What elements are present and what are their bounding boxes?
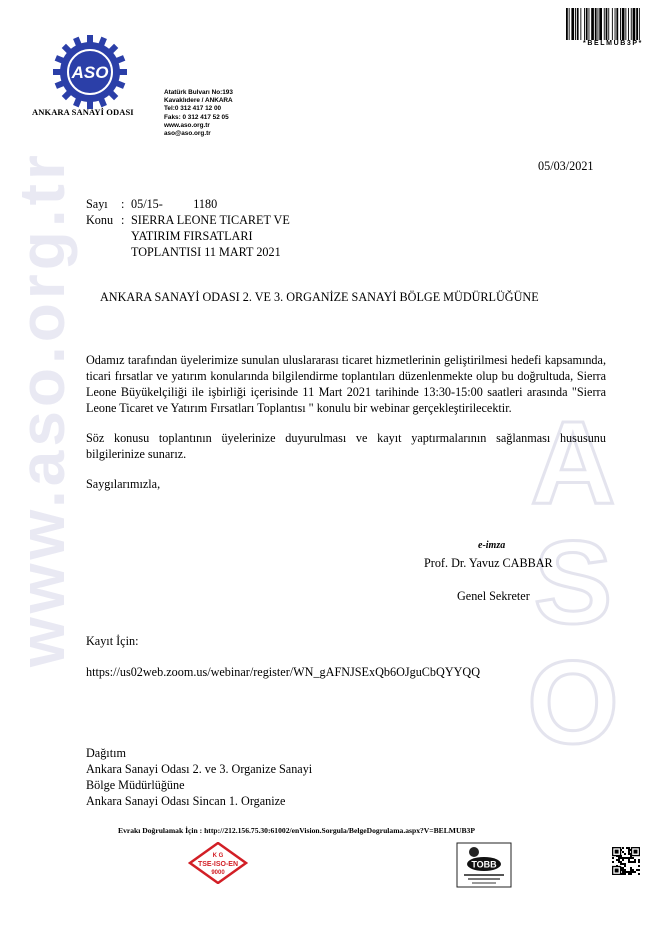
qr-cell (622, 867, 624, 869)
barcode-bar (599, 8, 602, 40)
phone-line: Tel:0 312 417 12 00 (164, 105, 222, 113)
barcode-bar (606, 8, 608, 40)
qr-cell (624, 853, 626, 855)
barcode-icon (566, 8, 660, 40)
qr-cell (630, 867, 632, 869)
tse-mid-text: TSE-ISO-EN (197, 861, 239, 868)
registration-label: Kayıt İçin: (86, 634, 139, 648)
verification-text: Evrakı Doğrulamak İçin : http://212.156.75.30:61002/enVision.Sorgula/BelgeDogrulama.aspx?V=BELMUB3P (118, 826, 475, 835)
qr-cell (630, 871, 632, 873)
watermark-letter-a: A (530, 408, 616, 529)
closing: Saygılarımızla, (86, 477, 161, 491)
tse-certification-logo (188, 842, 248, 884)
qr-cell (634, 861, 636, 863)
signer-title: Genel Sekreter (457, 589, 530, 603)
qr-code-icon[interactable] (612, 847, 640, 875)
aso-logo-icon (52, 34, 128, 110)
qr-cell (622, 871, 624, 873)
website-line: www.aso.org.tr (164, 121, 210, 129)
qr-cell (622, 873, 624, 875)
barcode-bar (586, 8, 588, 40)
qr-cell (628, 849, 630, 851)
barcode-bar (615, 8, 616, 40)
tse-bottom-text: 9000 (211, 870, 225, 876)
qr-cell (624, 863, 626, 865)
qr-cell (622, 859, 624, 861)
barcode-bar (598, 8, 599, 40)
qr-cell (622, 851, 624, 853)
watermark-side-text: www.aso.org.tr (6, 151, 78, 667)
distribution-line: Ankara Sanayi Odası 2. ve 3. Organize Sanayi (86, 762, 313, 776)
qr-cell (638, 869, 640, 871)
qr-cell (626, 847, 628, 849)
barcode-bar (628, 8, 629, 40)
qr-cell (622, 847, 624, 849)
qr-cell (632, 857, 634, 859)
distribution-block (86, 745, 312, 809)
qr-cell (624, 857, 626, 859)
qr-cell (622, 869, 624, 871)
barcode-bar (571, 8, 574, 40)
distribution-line: Bölge Müdürlüğüne (86, 778, 185, 792)
barcode-bar (589, 8, 590, 40)
qr-cell (618, 859, 620, 861)
watermark-letter-s: S (533, 517, 613, 649)
konu-line: SIERRA LEONE TICARET VE (131, 213, 290, 227)
qr-cell (618, 857, 620, 859)
logo-text: ASO (71, 63, 109, 82)
barcode-bar (616, 8, 618, 40)
qr-cell (638, 865, 640, 867)
qr-cell (626, 857, 628, 859)
fax-line: Faks: 0 312 417 52 05 (164, 113, 229, 121)
barcode-bar (604, 8, 605, 40)
barcode-bar (636, 8, 638, 40)
barcode-bar (620, 8, 621, 40)
qr-cell (636, 869, 638, 871)
qr-cell (638, 859, 640, 861)
recipient: ANKARA SANAYİ ODASI 2. VE 3. ORGANİZE SANAYİ BÖLGE MÜDÜRLÜĞÜNE (100, 290, 539, 304)
qr-finder (615, 869, 619, 873)
qr-cell (628, 853, 630, 855)
barcode-bar (631, 8, 632, 40)
qr-cell (634, 859, 636, 861)
qr-cell (628, 847, 630, 849)
barcode-bar (639, 8, 640, 40)
barcode-bar (595, 8, 597, 40)
qr-cell (624, 869, 626, 871)
sayi-value: 05/15- 1180 (131, 197, 218, 211)
qr-cell (616, 859, 618, 861)
qr-cell (628, 871, 630, 873)
konu-label: Konu (86, 213, 114, 227)
qr-cell (628, 861, 630, 863)
tobb-accreditation-logo (456, 842, 512, 888)
address-block (164, 89, 233, 138)
qr-cell (628, 851, 630, 853)
registration-link[interactable]: https://us02web.zoom.us/webinar/register/WN_gAFNJSExQb6OJguCbQYYQQ (86, 665, 481, 679)
distribution-line: Ankara Sanayi Odası Sincan 1. Organize (86, 794, 286, 808)
barcode-bar (612, 8, 613, 40)
org-name: ANKARA SANAYİ ODASI (32, 107, 134, 117)
email-line: aso@aso.org.tr (164, 130, 211, 138)
qr-cell (620, 861, 622, 863)
address-line: Atatürk Bulvarı No:193 (164, 89, 233, 96)
qr-cell (624, 873, 626, 875)
tobb-text: TOBB (471, 859, 497, 870)
barcode-bar (633, 8, 636, 40)
barcode-bar (608, 8, 609, 40)
qr-cell (632, 869, 634, 871)
letter-date: 05/03/2021 (538, 159, 594, 173)
sayi-label: Sayı (86, 197, 108, 211)
qr-cell (622, 863, 624, 865)
qr-finder (634, 850, 638, 854)
qr-cell (628, 859, 630, 861)
body-paragraph: Odamız tarafından üyelerimize sunulan uluslararası ticaret hizmetlerinin geliştirilmesi hedefi kapsamında, ticari fırsatlar ve yatırım konularında bilgilendirme toplantıları düzenlenmekte olup bu doğrultuda, Sierra Leone Büyükelçiliği ile işbirliği içerisinde 11 Mart 2021 tarihinde 13:30-15:00 saatleri arasında "Sierra Leone Ticaret ve Yatırım Fırsatları Toplantısı " konulu bir webinar gerçekleştirilecektir. (86, 353, 606, 415)
barcode-bar (622, 8, 625, 40)
barcode-bar (575, 8, 576, 40)
barcode-bar (569, 8, 570, 40)
qr-cell (628, 873, 630, 875)
qr-cell (612, 857, 614, 859)
qr-cell (624, 871, 626, 873)
e-signature-mark: e-imza (478, 540, 506, 551)
qr-cell (620, 863, 622, 865)
barcode-bar (584, 8, 585, 40)
qr-cell (618, 861, 620, 863)
barcode-bar (591, 8, 594, 40)
watermark-letter-o: O (527, 637, 619, 768)
distribution-heading: Dağıtım (86, 746, 126, 760)
qr-cell (630, 861, 632, 863)
address-line: Kavaklıdere / ANKARA (164, 97, 233, 105)
barcode-bar (625, 8, 626, 40)
konu-line: YATIRIM FIRSATLARI (131, 229, 253, 243)
subject-block (86, 196, 290, 260)
qr-cell (620, 857, 622, 859)
qr-cell (632, 861, 634, 863)
barcode-text: *BELMUB3P* (583, 40, 643, 47)
konu-colon: : (121, 213, 125, 227)
barcode-bar (580, 8, 581, 40)
qr-cell (638, 873, 640, 875)
signer-name: Prof. Dr. Yavuz CABBAR (424, 556, 553, 570)
body-paragraph: Söz konusu toplantının üyelerinize duyurulması ve kayıt yaptırmalarının sağlanması hususunu bilgilerinize sunarız. (86, 431, 606, 461)
qr-cell (634, 871, 636, 873)
qr-cell (622, 857, 624, 859)
qr-cell (628, 857, 630, 859)
konu-value (131, 212, 290, 260)
qr-cell (630, 869, 632, 871)
qr-finder (615, 850, 619, 854)
qr-cell (638, 861, 640, 863)
konu-line: TOPLANTISI 11 MART 2021 (131, 245, 281, 259)
barcode-bar (577, 8, 579, 40)
qr-cell (626, 871, 628, 873)
letter-body (86, 352, 606, 506)
qr-cell (632, 871, 634, 873)
sayi-colon: : (121, 197, 125, 211)
sayi-row (86, 196, 290, 212)
qr-cell (630, 857, 632, 859)
konu-row (86, 212, 290, 260)
barcode-bar (566, 8, 568, 40)
tse-top-text: K G (212, 853, 224, 859)
qr-cell (612, 861, 614, 863)
qr-cell (624, 865, 626, 867)
qr-cell (630, 873, 632, 875)
